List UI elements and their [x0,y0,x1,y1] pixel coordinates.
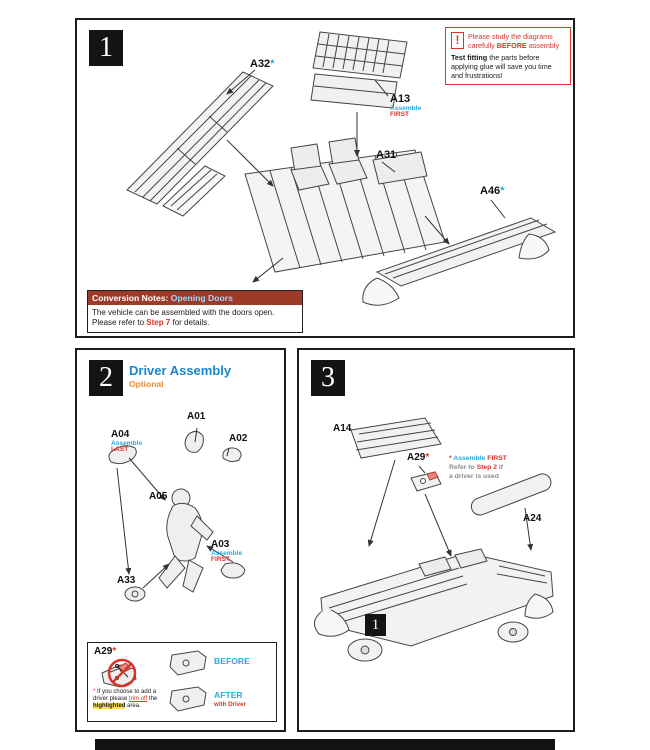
driver-assembly-title: Driver Assembly [129,363,232,378]
warning-testfit-note: Test fitting the parts before applying glue will save you time and frustrations! [451,53,552,80]
footnote-star: * [112,646,117,657]
floor-pan-a31-drawing [245,138,445,272]
trim-footnote: * If you choose to add a driver please trim off the highlighted area. [93,689,158,710]
assemble-note: Assemble [111,439,143,447]
step3-number-badge [311,360,345,396]
part-label-a32: A32* [250,58,275,70]
bracket-a29-drawing [411,472,441,491]
before-label: BEFORE [214,656,250,666]
first-note: FIRST [211,556,231,564]
conversion-notes-title: Conversion Notes: [92,293,169,303]
warning-icon: ! [451,32,464,49]
step1-number: 1 [99,32,113,63]
part-label-a01: A01 [187,411,206,422]
part-label-a05: A05 [149,491,168,502]
warning-box [445,27,571,85]
first-note: FIRST [485,455,507,462]
conversion-notes-header [88,291,302,305]
last-note: LAST [111,446,129,454]
a29-footnote: * Assemble FIRST Refer to Step 2 if a driver is used [449,455,507,481]
footnote-star: * [425,452,430,463]
driver-trim-note-box [87,642,277,722]
part-label-a13: A13 Assemble FIRST [390,93,422,119]
part-label-a46: A46* [480,185,505,197]
trim-off-text: trim off [129,696,148,703]
inset-step-ref-badge [365,614,386,636]
part-label-a03: A03 Assemble FIRST [211,539,243,564]
warning-study-note: Please study the diagrams carefully BEFORE assembly [468,32,560,50]
assemble-note: Assemble [390,104,422,112]
assemble-note: Assemble [453,455,486,462]
assemble-note: Assemble [211,549,243,557]
part-label-a31: A31 [376,149,397,161]
part-label-a14: A14 [333,423,352,434]
footnote-star: * [270,58,275,70]
driver-assembly-optional: Optional [129,379,164,389]
part-label-a29: A29* [94,646,117,657]
with-driver-label: with Driver [214,701,246,708]
conversion-notes-subtitle: Opening Doors [168,293,233,303]
step2-number: 2 [99,362,113,393]
step2-panel [75,348,286,732]
step2-number-badge [89,360,123,396]
step1-number-badge [89,30,123,66]
highlighted-text: highlighted [93,703,126,710]
after-label: AFTER [214,690,243,700]
vehicle-body-drawing [314,549,553,661]
photo-edge-bar [95,739,555,750]
part-label-a24: A24 [523,513,542,524]
conversion-notes-box [87,290,303,333]
inset-step-ref: 1 [371,616,380,633]
part-label-a02: A02 [229,433,248,444]
first-note: FIRST [390,111,410,119]
footnote-star: * [500,185,505,197]
part-label-a04: A04 Assemble LAST [111,429,143,454]
step1-panel [75,18,575,338]
step3-number: 3 [321,362,335,393]
step3-body-diagram [299,350,573,730]
step2-reference: Step 2 [476,464,497,472]
step3-panel [297,348,575,732]
conversion-notes-body: The vehicle can be assembled with the doors open. Please refer to Step 7 for details. [92,308,275,328]
part-label-a33: A33 [117,575,136,586]
step7-reference: Step 7 [146,318,171,328]
part-label-a29: A29* [407,452,430,463]
